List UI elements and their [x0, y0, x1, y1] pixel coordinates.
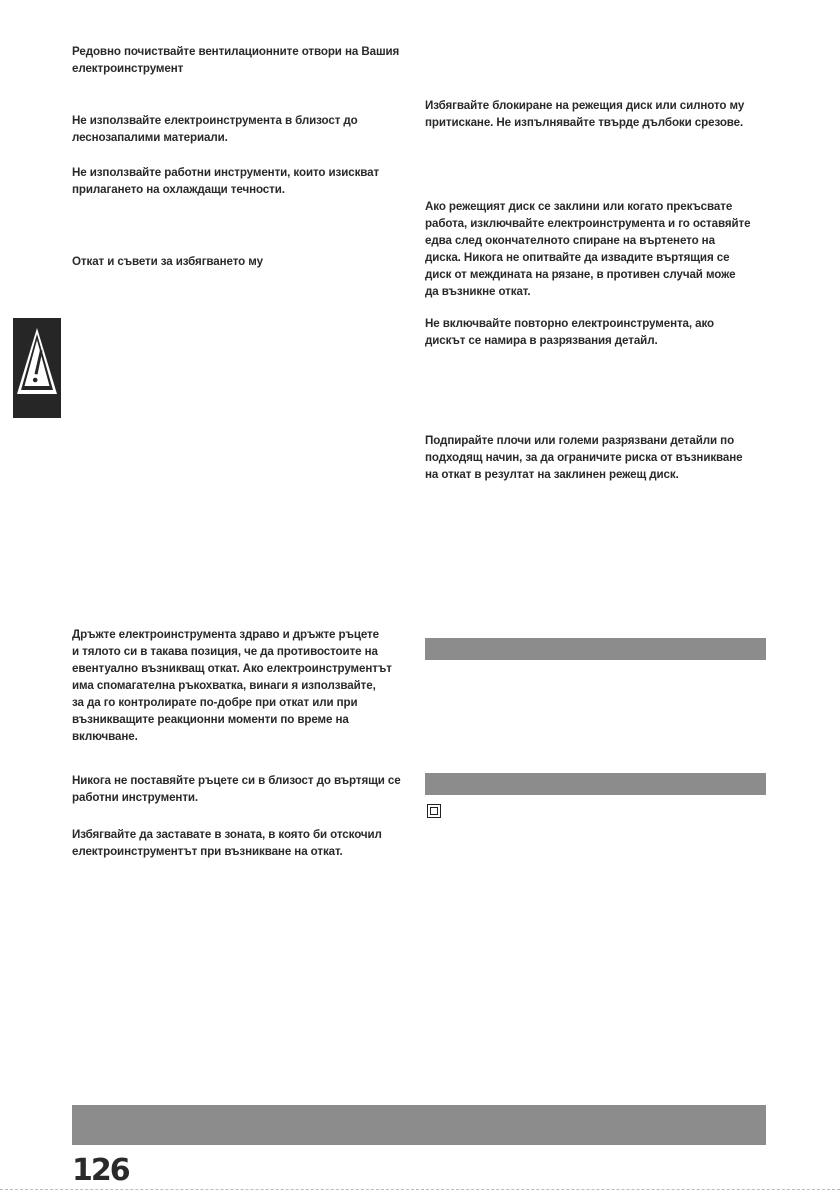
section-header-bar	[425, 638, 766, 660]
warning-exclamation-icon	[13, 318, 61, 418]
right-paragraph-support: Подпирайте плочи или големи разрязвани детайли по подходящ начин, за да ограничите риска от възникване на откат в резултат на заклинен режещ диск.	[425, 434, 743, 481]
left-paragraph-ventilation: Редовно почиствайте вентилационните отвори на Вашия електроинструмент	[72, 45, 400, 75]
right-paragraph-jammed-disc: Ако режещият диск се заклини или когато прекъсвате работа, изключвайте електроинструмента и го оставяйте едва след окончателното спиране на въртенето на диска. Никога не опитвайте да извадите въртящия се диск от междината на рязане, в противен случай може да възникне откат.	[425, 200, 751, 298]
left-paragraph-grip: Дръжте електроинструмента здраво и дръжте ръцете и тялото си в такава позиция, че да противостоите на евентуално възникващ откат. Ако електроинструментът има спомагателна ръкохватка, винаги я използвайте, за да го контролирате по-добре при откат или при възникващите реакционни моменти по време на включване.	[72, 628, 392, 743]
left-paragraph-flammable: Не използвайте електроинструмента в близост до леснозапалими материали.	[72, 114, 358, 144]
left-paragraph-hands: Никога не поставяйте ръцете си в близост до въртящи се работни инструменти.	[72, 774, 401, 804]
left-paragraph-zone: Избягвайте да заставате в зоната, в която би отскочил електроинструментът при възникване на откат.	[72, 828, 382, 858]
footer-bar	[72, 1105, 766, 1145]
trim-line	[0, 1189, 840, 1190]
left-heading-kickback: Откат и съвети за избягването му	[72, 255, 263, 268]
side-warning-tab	[13, 318, 61, 418]
protection-class-symbol	[427, 804, 441, 818]
right-paragraph-blocking: Избягвайте блокиране на режещия диск или силното му притискане. Не изпълнявайте твърде дълбоки срезове.	[425, 99, 745, 129]
left-paragraph-coolant: Не използвайте работни инструменти, които изискват прилагането на охлаждащи течности.	[72, 166, 380, 196]
page-number: 126	[72, 1153, 129, 1188]
right-paragraph-restart: Не включвайте повторно електроинструмента, ако дискът се намира в разрязвания детайл.	[425, 317, 715, 347]
section-header-bar	[425, 773, 766, 795]
